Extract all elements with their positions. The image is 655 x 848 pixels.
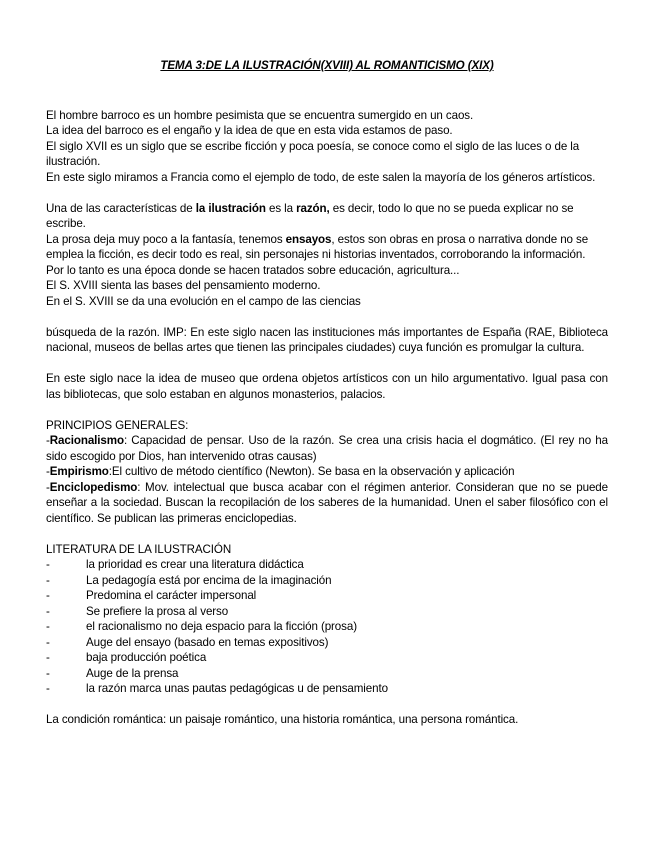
list-item-text: La pedagogía está por encima de la imaginación	[86, 573, 332, 587]
dash-marker: -	[46, 573, 50, 587]
principio-item	[46, 480, 608, 527]
principio-term: Enciclopedismo	[49, 480, 138, 494]
text-run: es la	[265, 201, 297, 215]
dash-marker: -	[46, 666, 50, 680]
document-page	[46, 58, 608, 728]
literatura-list	[46, 557, 608, 697]
list-item	[46, 604, 608, 620]
ilustracion-paragraph-1	[46, 201, 608, 232]
text-run: La prosa deja muy poco a la fantasía, tenemos	[46, 232, 286, 246]
list-item-text: la razón marca unas pautas pedagógicas u de pensamiento	[86, 682, 388, 695]
principio-text: : Mov. intelectual que busca acabar con el régimen anterior. Consideran que no se puede enseñar a la sociedad. Buscan la recopilación de los saberes de la humanidad. Unen el saber filosófico con el científico. Se publican las primeras enciclopedias.	[46, 480, 608, 525]
list-item	[46, 588, 608, 604]
list-item	[46, 666, 608, 682]
text-run: , estos son obras en prosa o narrativa donde no se emplea la ficción, es decir todo es real, sin personajes ni historias inventados, corroborando la información.	[46, 232, 589, 261]
item-prefix: -	[46, 480, 50, 494]
bold-term: la ilustración	[195, 201, 266, 215]
ilustracion-paragraph-3: Por lo tanto es una época donde se hacen tratados sobre educación, agricultura...	[46, 263, 460, 277]
dash-marker: -	[46, 651, 50, 664]
list-item	[46, 573, 608, 589]
intro-section	[46, 108, 608, 186]
dash-marker: -	[46, 620, 50, 633]
intro-line: El siglo XVII es un siglo que se escribe ficción y poca poesía, se conoce como el siglo de las luces o de la ilustración.	[46, 139, 580, 168]
list-item-text: la prioridad es crear una literatura didáctica	[86, 558, 304, 571]
list-item-text: el racionalismo no deja espacio para la ficción (prosa)	[86, 620, 357, 633]
item-prefix: -	[46, 434, 50, 447]
ilustracion-paragraph-4: El S. XVIII sienta las bases del pensamiento moderno.	[46, 279, 321, 292]
list-item-text: Auge de la prensa	[86, 666, 179, 680]
item-prefix: -	[46, 465, 50, 478]
principio-term: Racionalismo	[49, 434, 124, 447]
intro-line: En este siglo miramos a Francia como el ejemplo de todo, de este salen la mayoría de los géneros artísticos.	[46, 170, 596, 184]
principio-text: : Capacidad de pensar. Uso de la razón. Se crea una crisis hacia el dogmático. (El rey no ha sido escogido por Dios, han intervenido otras causas)	[46, 434, 608, 463]
list-item	[46, 635, 608, 651]
romantica-paragraph: La condición romántica: un paisaje romántico, una historia romántica, una persona romántica.	[46, 713, 519, 726]
principios-heading: PRINCIPIOS GENERALES:	[46, 418, 189, 432]
principio-term: Empirismo	[49, 465, 109, 478]
busqueda-paragraph: búsqueda de la razón. IMP: En este siglo nacen las instituciones más importantes de España (RAE, Biblioteca nacional, museos de bellas artes que tienen las principales ciudades) cuya función es promulgar la cultura.	[46, 325, 608, 354]
list-item-text: baja producción poética	[86, 651, 207, 664]
dash-marker: -	[46, 558, 50, 571]
list-item	[46, 681, 608, 697]
principio-text: :El cultivo de método científico (Newton). Se basa en la observación y aplicación	[108, 465, 515, 478]
dash-marker: -	[46, 589, 50, 602]
list-item	[46, 619, 608, 635]
intro-line: El hombre barroco es un hombre pesimista que se encuentra sumergido en un caos.	[46, 108, 474, 122]
text-run: es decir, todo lo que no se pueda explicar no se escribe.	[46, 201, 574, 230]
list-item	[46, 650, 608, 666]
ilustracion-paragraph-5: En el S. XVIII se da una evolución en el campo de las ciencias	[46, 294, 361, 308]
text-run: Una de las características de	[46, 201, 196, 215]
intro-line: La idea del barroco es el engaño y la idea de que en esta vida estamos de paso.	[46, 124, 453, 137]
literatura-section	[46, 542, 608, 697]
dash-marker: -	[46, 604, 50, 618]
list-item-text: Auge del ensayo (basado en temas expositivos)	[86, 635, 329, 649]
dash-marker: -	[46, 635, 50, 649]
document-title: TEMA 3:DE LA ILUSTRACIÓN(XVIII) AL ROMANTICISMO (XIX)	[160, 59, 494, 72]
principio-item	[46, 464, 608, 480]
museo-paragraph: En este siglo nace la idea de museo que ordena objetos artísticos con un hilo argumentativo. Igual pasa con las bibliotecas, que solo estaban en algunos monasterios, palacios.	[46, 372, 608, 401]
bold-term: razón,	[296, 201, 330, 215]
literatura-heading: LITERATURA DE LA ILUSTRACIÓN	[46, 542, 232, 556]
ilustracion-paragraph-2	[46, 232, 608, 263]
bold-term: ensayos	[285, 232, 332, 246]
dash-marker: -	[46, 682, 50, 695]
principios-section	[46, 418, 608, 527]
list-item	[46, 557, 608, 573]
ilustracion-section	[46, 201, 608, 310]
list-item-text: Se prefiere la prosa al verso	[86, 604, 229, 618]
list-item-text: Predomina el carácter impersonal	[86, 589, 257, 602]
principio-item	[46, 433, 608, 464]
